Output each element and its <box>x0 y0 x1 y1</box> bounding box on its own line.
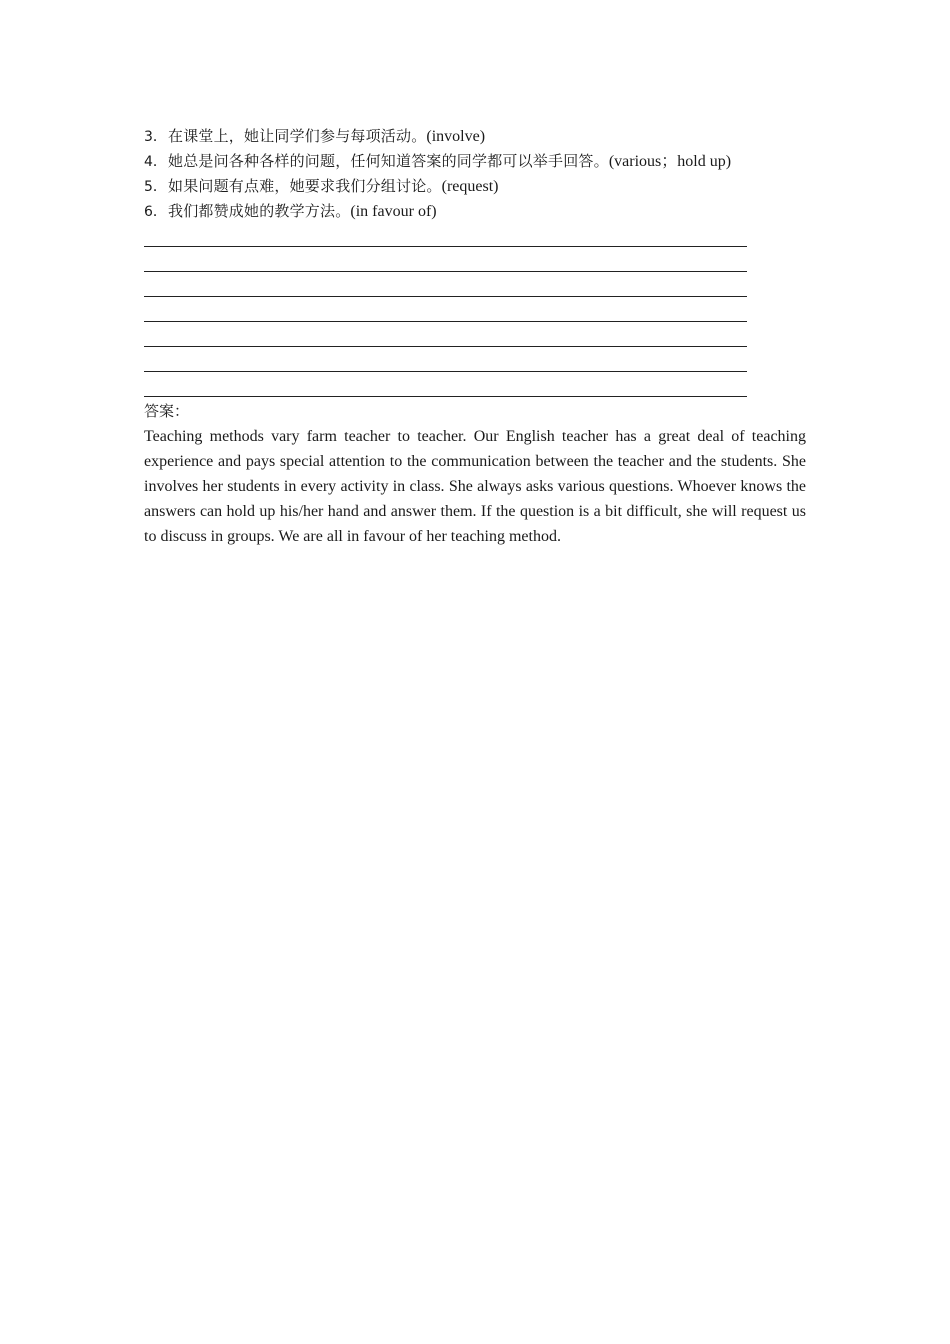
exercise-item-4 <box>144 149 806 174</box>
item-number: 5． <box>144 179 167 195</box>
item-number: 4． <box>144 154 167 170</box>
item-chinese-text: 如果问题有点难，她要求我们分组讨论。 <box>168 177 442 195</box>
answer-blank-lines <box>144 224 806 399</box>
blank-line <box>144 374 747 399</box>
blank-line <box>144 324 747 349</box>
blank-line <box>144 249 747 274</box>
exercise-item-6 <box>144 199 806 224</box>
blank-line <box>144 299 747 324</box>
exercise-item-5 <box>144 174 806 199</box>
answer-label: 答案： <box>144 402 190 420</box>
blank-line <box>144 349 747 374</box>
answer-paragraph: Teaching methods vary farm teacher to teacher. Our English teacher has a great deal of teaching experience and pays special attention to the communication between the teacher and the students. She involves her students in every activity in class. She always asks various questions. Whoever knows the answers can hold up his/her hand and answer them. If the question is a bit difficult, she will request us to discuss in groups. We are all in favour of her teaching method. <box>144 428 806 545</box>
item-chinese-text: 她总是问各种各样的问题，任何知道答案的同学都可以举手回答。 <box>168 152 609 170</box>
blank-line <box>144 274 747 299</box>
exercise-item-3 <box>144 124 806 149</box>
item-chinese-text: 在课堂上，她让同学们参与每项活动。 <box>168 127 427 145</box>
item-hint: (in favour of) <box>350 203 437 220</box>
item-hint: (involve) <box>426 128 486 145</box>
item-number: 6． <box>144 204 167 220</box>
document-page <box>144 124 806 549</box>
item-number: 3． <box>144 129 167 145</box>
blank-line <box>144 224 747 249</box>
item-chinese-text: 我们都赞成她的教学方法。 <box>168 202 351 220</box>
item-hint: (request) <box>441 178 499 195</box>
item-hint: (various；hold up) <box>608 153 732 170</box>
